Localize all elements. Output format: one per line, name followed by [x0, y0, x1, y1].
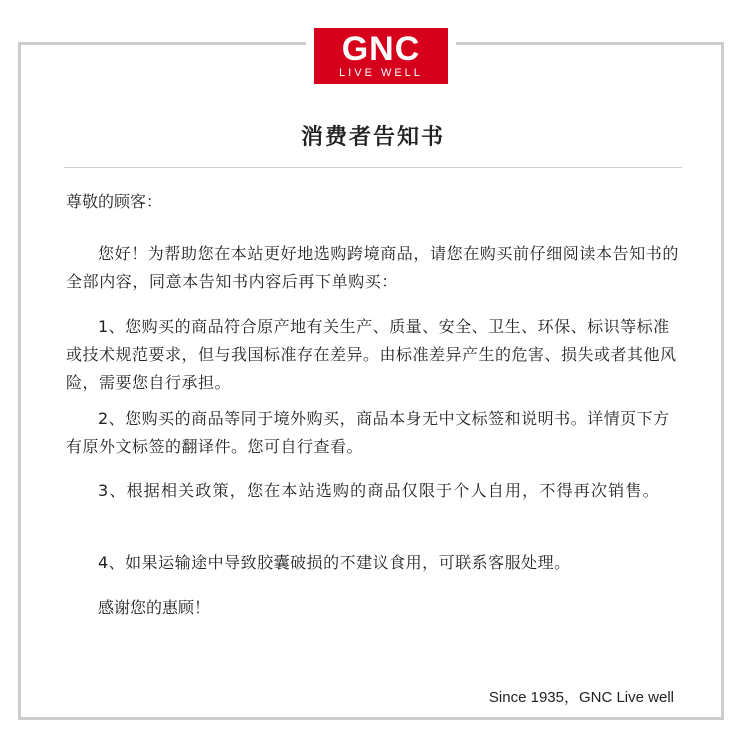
- notice-item-3: 3、根据相关政策，您在本站选购的商品仅限于个人自用，不得再次销售。: [98, 481, 660, 500]
- salutation: 尊敬的顾客：: [66, 192, 163, 211]
- title-divider: [64, 167, 682, 168]
- logo-tagline: LIVE WELL: [339, 67, 423, 79]
- notice-item-4: 4、如果运输途中导致胶囊破损的不建议食用，可联系客服处理。: [98, 553, 571, 572]
- logo-brand: GNC: [341, 30, 421, 68]
- thanks-line: 感谢您的惠顾！: [98, 598, 211, 617]
- notice-item-1: 1、您购买的商品符合原产地有关生产、质量、安全、卫生、环保、标识等标准或技术规范要求，但与我国标准存在差异。由标准差异产生的危害、损失或者其他风险，需要您自行承担。: [66, 317, 677, 392]
- intro-paragraph: 您好！为帮助您在本站更好地选购跨境商品，请您在购买前仔细阅读本告知书的全部内容，同意本告知书内容后再下单购买：: [66, 244, 680, 291]
- footer-slogan: Since 1935，GNC Live well: [488, 689, 674, 706]
- page-title: 消费者告知书: [300, 125, 445, 150]
- notice-item-2: 2、您购买的商品等同于境外购买，商品本身无中文标签和说明书。详情页下方有原外文标签的翻译件。您可自行查看。: [66, 409, 670, 456]
- gnc-logo: [306, 28, 456, 84]
